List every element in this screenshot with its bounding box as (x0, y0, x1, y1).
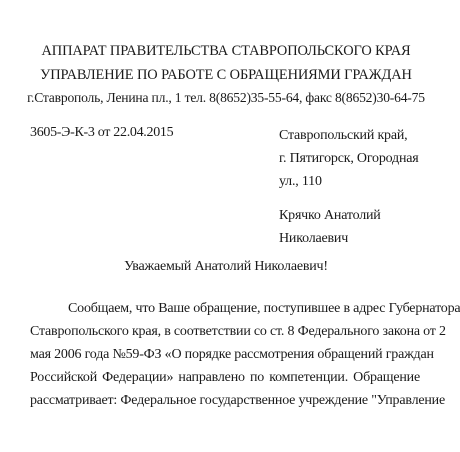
recipient-name (279, 204, 381, 250)
body-line: мая 2006 года №59-ФЗ «О порядке рассмотрения обращений граждан (30, 347, 434, 362)
body-line: Ставропольского края, в соответствии со ст. 8 Федерального закона от 2 (30, 324, 446, 339)
address-line: г. Пятигорск, Огородная (279, 151, 419, 166)
header-organization: АППАРАТ ПРАВИТЕЛЬСТВА СТАВРОПОЛЬСКОГО КРАЯ (41, 43, 411, 59)
recipient-name-line: Крячко Анатолий (279, 208, 381, 223)
greeting: Уважаемый Анатолий Николаевич! (124, 259, 328, 274)
recipient-address (279, 124, 419, 193)
reference-number: 3605-Э-К-3 от 22.04.2015 (30, 125, 174, 140)
address-line: Ставропольский край, (279, 128, 408, 143)
recipient-name-line: Николаевич (279, 231, 349, 246)
body-line: Российской Федерации» направлено по компетенции. Обращение (30, 370, 420, 385)
header-department: УПРАВЛЕНИЕ ПО РАБОТЕ С ОБРАЩЕНИЯМИ ГРАЖДАН (40, 67, 412, 83)
header-contacts: г.Ставрополь, Ленина пл., 1 тел. 8(8652)35-55-64, факс 8(8652)30-64-75 (27, 90, 425, 105)
letter-body (30, 297, 460, 412)
body-line: рассматривает: Федеральное государственное учреждение "Управление (30, 393, 445, 408)
address-line: ул., 110 (279, 174, 322, 189)
body-line: Сообщаем, что Ваше обращение, поступившее в адрес Губернатора (68, 301, 460, 316)
